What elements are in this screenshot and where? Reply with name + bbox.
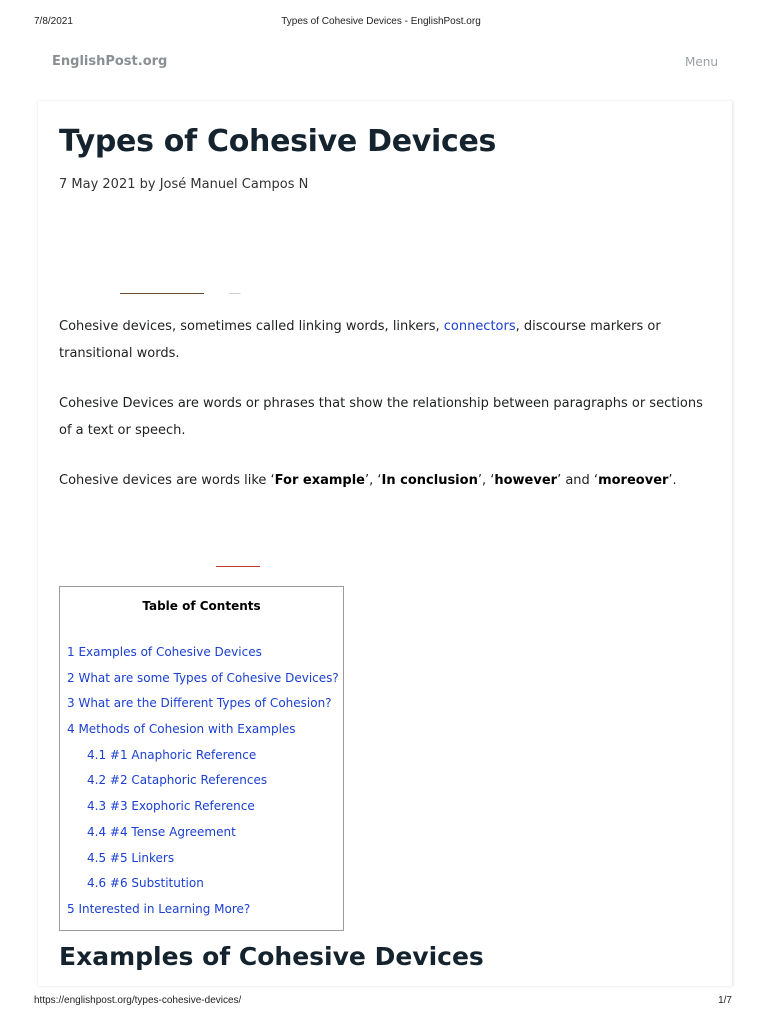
ad-placeholder-middle [216, 566, 260, 567]
toc-list [67, 645, 339, 928]
print-footer [34, 995, 732, 1009]
intro-paragraph [59, 313, 714, 367]
menu-button[interactable]: Menu [685, 55, 718, 69]
page-number: 1/7 [718, 995, 732, 1006]
toc-sublink[interactable]: 4.1 #1 Anaphoric Reference [87, 747, 257, 762]
bold-term: For example [274, 473, 365, 488]
toc-sublink[interactable]: 4.2 #2 Cataphoric References [87, 773, 268, 788]
text-fragment: ’, ‘ [477, 473, 495, 488]
intro-text-before: Cohesive devices, sometimes called linking words, linkers, [59, 319, 444, 334]
ad-placeholder-top [120, 293, 260, 294]
toc-link[interactable]: 3 What are the Different Types of Cohesion? [67, 696, 332, 711]
page-title: Types of Cohesive Devices [59, 124, 497, 159]
toc-link[interactable]: 4 Methods of Cohesion with Examples [67, 722, 296, 737]
connectors-link[interactable]: connectors [443, 319, 516, 334]
post-meta: 7 May 2021 by José Manuel Campos N [59, 177, 309, 192]
toc-sublink[interactable]: 4.6 #6 Substitution [87, 876, 204, 891]
toc-sublink[interactable]: 4.3 #3 Exophoric Reference [87, 799, 255, 814]
toc-sublink[interactable]: 4.4 #4 Tense Agreement [87, 824, 236, 839]
print-header [34, 16, 728, 30]
toc-title: Table of Contents [142, 599, 261, 613]
bold-term: In conclusion [381, 473, 478, 488]
site-header [0, 52, 768, 76]
table-of-contents [59, 586, 344, 931]
toc-sublink[interactable]: 4.5 #5 Linkers [87, 850, 175, 865]
print-url: https://englishpost.org/types-cohesive-devices/ [34, 995, 242, 1006]
print-date: 7/8/2021 [34, 16, 73, 27]
print-title: Types of Cohesive Devices - EnglishPost.org [281, 16, 481, 27]
toc-link[interactable]: 2 What are some Types of Cohesive Devices? [67, 670, 339, 685]
bold-term: moreover [598, 473, 669, 488]
toc-link[interactable]: 1 Examples of Cohesive Devices [67, 645, 262, 659]
toc-link[interactable]: 5 Interested in Learning More? [67, 901, 251, 916]
text-fragment: Cohesive devices are words like ‘ [59, 473, 275, 488]
intro-text-after: , discourse markers or transitional words. [59, 319, 661, 361]
text-fragment: ’, ‘ [364, 473, 382, 488]
text-fragment: ’ and ‘ [557, 473, 599, 488]
bold-term: however [494, 473, 558, 488]
examples-paragraph [59, 467, 714, 494]
site-logo-link[interactable]: EnglishPost.org [52, 54, 168, 69]
section-heading: Examples of Cohesive Devices [59, 942, 484, 971]
definition-paragraph: Cohesive Devices are words or phrases that show the relationship between paragraphs or sections of a text or speech. [59, 396, 703, 438]
text-fragment: ’. [668, 473, 677, 488]
